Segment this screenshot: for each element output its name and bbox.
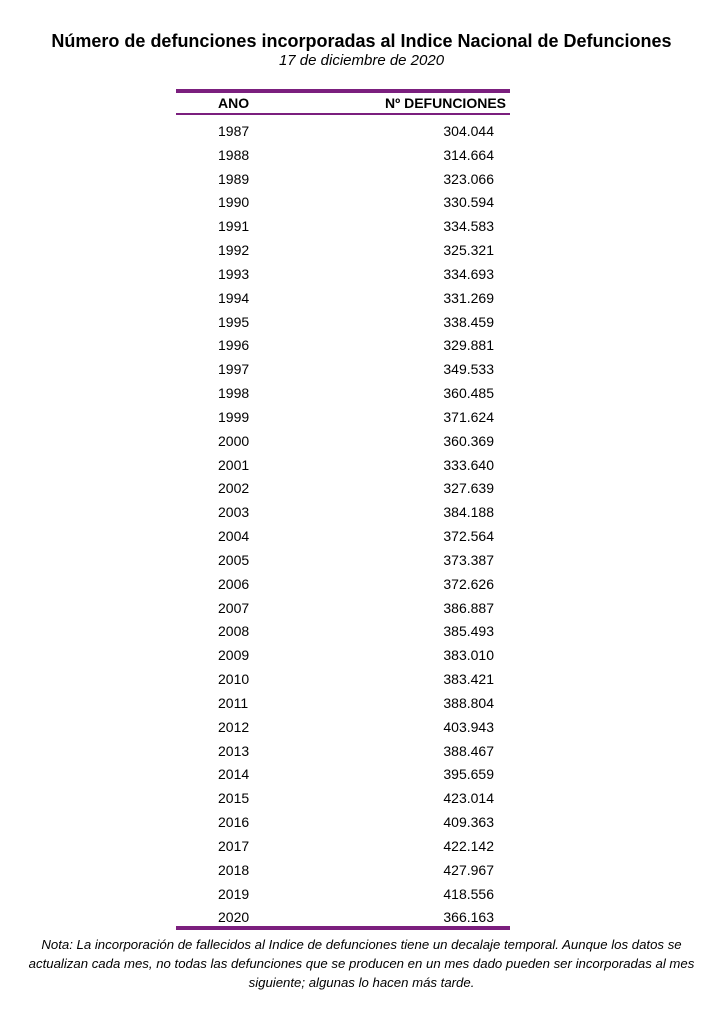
year-cell: 1988 — [218, 146, 250, 163]
deaths-cell: 360.369 — [443, 432, 494, 449]
deaths-cell: 373.387 — [443, 551, 494, 568]
deaths-cell: 427.967 — [443, 861, 494, 878]
page-subtitle: 17 de diciembre de 2020 — [278, 52, 445, 69]
table-row — [176, 619, 510, 643]
table-row — [176, 524, 510, 548]
deaths-cell: 409.363 — [443, 814, 494, 831]
year-cell: 1992 — [218, 242, 250, 259]
table-row — [176, 333, 510, 357]
year-cell: 2004 — [218, 528, 250, 545]
year-cell: 2006 — [218, 575, 250, 592]
table-row — [176, 167, 510, 191]
deaths-cell: 338.459 — [443, 313, 494, 330]
table-row — [176, 905, 510, 929]
table-row — [176, 596, 510, 620]
table-row — [176, 691, 510, 715]
deaths-cell: 385.493 — [443, 623, 494, 640]
deaths-table — [176, 89, 510, 930]
table-row — [176, 119, 510, 143]
table-row — [176, 834, 510, 858]
table-row — [176, 453, 510, 477]
table-row — [176, 739, 510, 763]
deaths-cell: 334.693 — [443, 265, 494, 282]
deaths-cell: 360.485 — [443, 385, 494, 402]
table-row — [176, 429, 510, 453]
deaths-cell: 323.066 — [443, 170, 494, 187]
year-cell: 2015 — [218, 790, 250, 807]
year-cell: 2005 — [218, 551, 250, 568]
year-cell: 2007 — [218, 599, 250, 616]
year-cell: 2010 — [218, 671, 250, 688]
deaths-cell: 395.659 — [443, 766, 494, 783]
year-cell: 1993 — [218, 265, 250, 282]
deaths-cell: 304.044 — [443, 123, 494, 139]
year-cell: 2000 — [218, 432, 250, 449]
deaths-cell: 423.014 — [443, 790, 494, 807]
table-row — [176, 858, 510, 882]
page-title: Número de defunciones incorporadas al Indice Nacional de Defunciones — [51, 31, 672, 51]
year-cell: 2009 — [218, 647, 250, 664]
deaths-cell: 327.639 — [443, 480, 494, 497]
table-row — [176, 548, 510, 572]
deaths-cell: 403.943 — [443, 718, 494, 735]
table-row — [176, 667, 510, 691]
table-row — [176, 381, 510, 405]
deaths-cell: 371.624 — [443, 408, 494, 425]
year-cell: 1998 — [218, 385, 250, 402]
deaths-cell: 330.594 — [443, 194, 494, 211]
table-body — [176, 115, 510, 929]
year-cell: 2016 — [218, 814, 250, 831]
year-cell: 1987 — [218, 123, 250, 139]
deaths-cell: 383.010 — [443, 647, 494, 664]
table-row — [176, 643, 510, 667]
table-row — [176, 357, 510, 381]
year-cell: 2019 — [218, 885, 250, 902]
year-cell: 2003 — [218, 504, 250, 521]
deaths-cell: 422.142 — [443, 837, 494, 854]
table-row — [176, 715, 510, 739]
year-cell: 1999 — [218, 408, 250, 425]
year-cell: 2002 — [218, 480, 250, 497]
deaths-cell: 388.804 — [443, 694, 494, 711]
column-header-deaths: Nº DEFUNCIONES — [384, 95, 506, 111]
table-row — [176, 476, 510, 500]
table-row — [176, 882, 510, 906]
table-row — [176, 310, 510, 334]
year-cell: 1997 — [218, 361, 250, 378]
year-cell: 1994 — [218, 289, 250, 306]
deaths-cell: 372.564 — [443, 528, 494, 545]
table-row — [176, 286, 510, 310]
deaths-cell: 388.467 — [443, 742, 494, 759]
deaths-cell: 349.533 — [443, 361, 494, 378]
table-header-row — [176, 93, 510, 113]
year-cell: 2018 — [218, 861, 250, 878]
deaths-cell: 331.269 — [443, 289, 494, 306]
table-row — [176, 572, 510, 596]
year-cell: 2011 — [218, 694, 249, 711]
year-cell: 2017 — [218, 837, 250, 854]
year-cell: 2008 — [218, 623, 250, 640]
table-row — [176, 214, 510, 238]
year-cell: 2020 — [218, 909, 250, 926]
year-cell: 1990 — [218, 194, 250, 211]
column-header-year: ANO — [218, 95, 250, 111]
table-row — [176, 262, 510, 286]
footnote: Nota: La incorporación de fallecidos al Indice de defunciones tiene un decalaje temporal. Aunque los datos se actualizan cada mes, no todas las defunciones que se producen en un mes dado pueden ser incorporadas al mes siguiente; algunas lo hacen más tarde. — [28, 937, 695, 990]
table-row — [176, 762, 510, 786]
deaths-cell: 383.421 — [443, 671, 494, 688]
deaths-cell: 418.556 — [443, 885, 494, 902]
table-row — [176, 405, 510, 429]
deaths-cell: 334.583 — [443, 218, 494, 235]
deaths-cell: 329.881 — [443, 337, 494, 354]
table-row — [176, 190, 510, 214]
deaths-cell: 333.640 — [443, 456, 494, 473]
deaths-cell: 314.664 — [443, 146, 494, 163]
year-cell: 1996 — [218, 337, 250, 354]
year-cell: 2014 — [218, 766, 250, 783]
year-cell: 1989 — [218, 170, 250, 187]
deaths-cell: 386.887 — [443, 599, 494, 616]
table-row — [176, 500, 510, 524]
deaths-cell: 366.163 — [443, 909, 494, 926]
table-row — [176, 143, 510, 167]
year-cell: 2012 — [218, 718, 250, 735]
table-row — [176, 238, 510, 262]
deaths-cell: 372.626 — [443, 575, 494, 592]
year-cell: 1991 — [218, 218, 250, 235]
year-cell: 1995 — [218, 313, 250, 330]
table-row — [176, 810, 510, 834]
year-cell: 2013 — [218, 742, 250, 759]
table-row — [176, 786, 510, 810]
deaths-cell: 325.321 — [443, 242, 494, 259]
deaths-cell: 384.188 — [443, 504, 494, 521]
year-cell: 2001 — [218, 456, 250, 473]
